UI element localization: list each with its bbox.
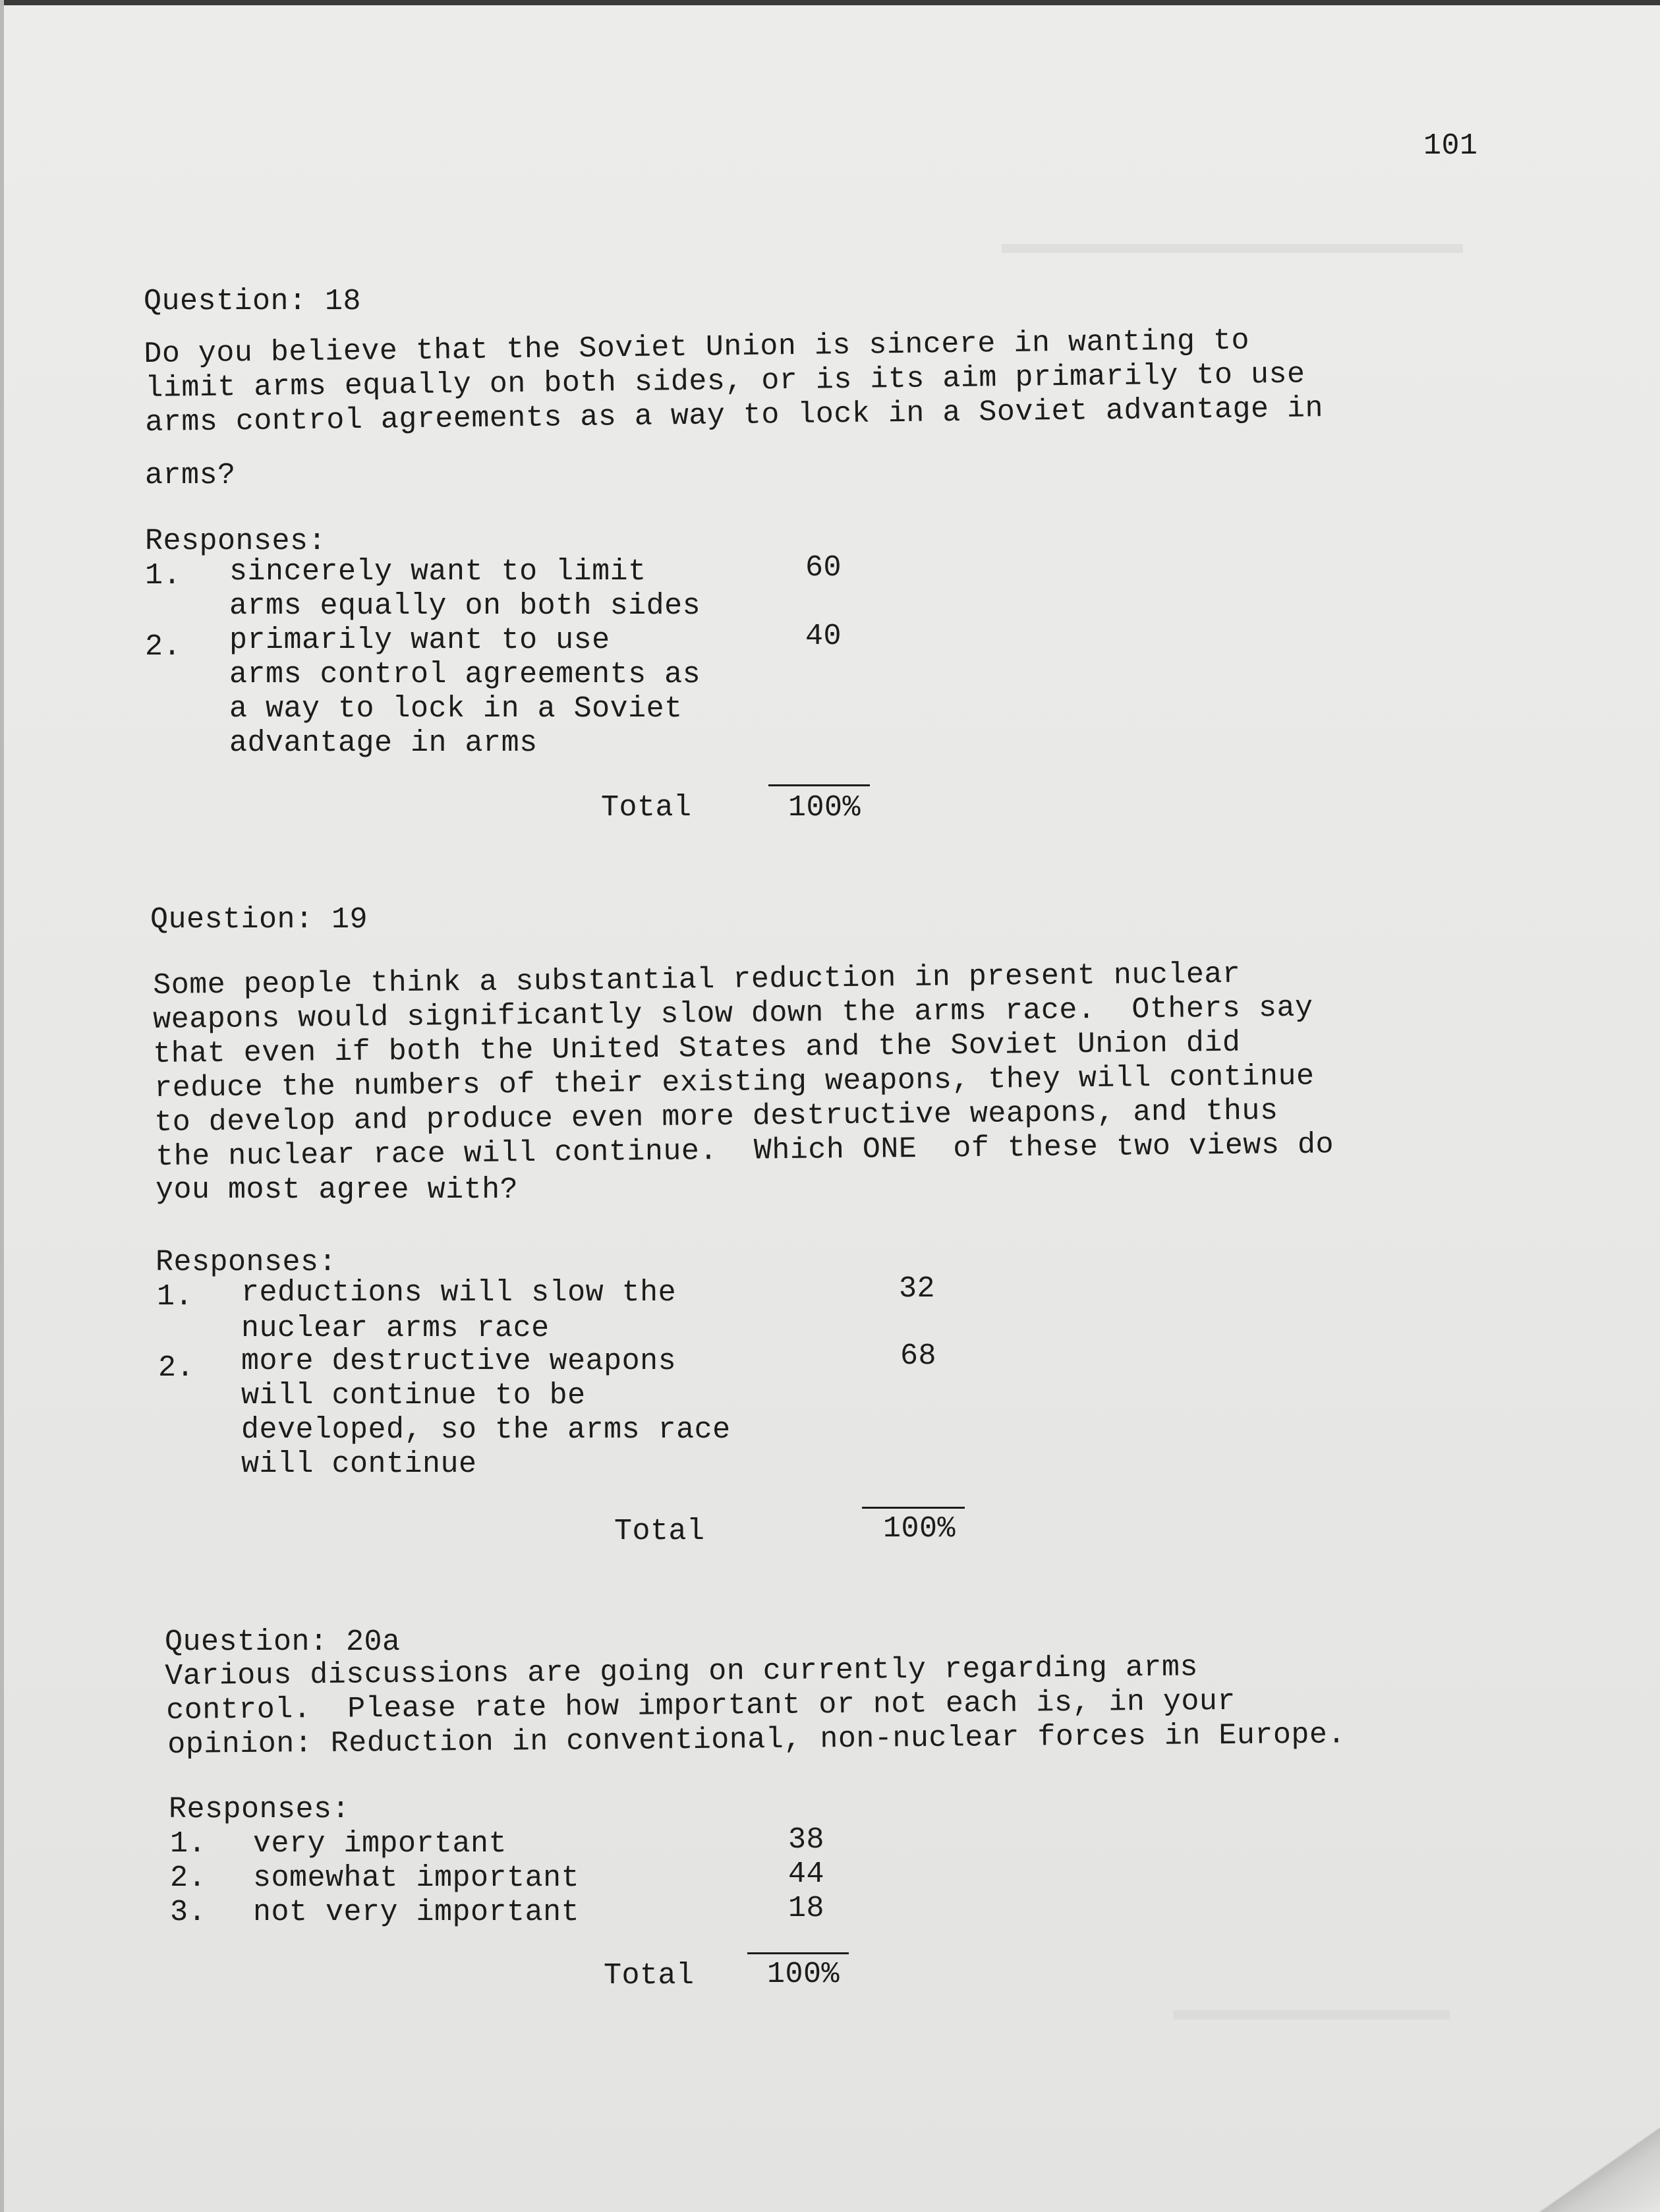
q18-response-text: primarily want to use	[229, 624, 610, 657]
q20a-response-value: 38	[788, 1823, 825, 1857]
q18-text-line: Do you believe that the Soviet Union is sincere in wanting to	[144, 324, 1250, 371]
q18-response-text: advantage in arms	[229, 726, 538, 760]
q19-text-line: you most agree with?	[156, 1173, 519, 1207]
q19-response-text: nuclear arms race	[241, 1312, 550, 1345]
page-number: 101	[1423, 129, 1478, 163]
show-through-mark	[1002, 244, 1463, 253]
show-through-mark	[1173, 2010, 1450, 2020]
q18-response-text: arms equally on both sides	[229, 589, 701, 623]
q19-total-rule	[862, 1507, 965, 1509]
q19-text-line: the nuclear race will continue. Which ONE of these two views do	[156, 1128, 1334, 1174]
q20a-response-num: 1.	[170, 1827, 207, 1861]
q20a-text-line: control. Please rate how important or not each is, in your	[166, 1684, 1236, 1728]
q19-text-line: that even if both the United States and the Soviet Union did	[153, 1026, 1241, 1071]
q19-responses-label: Responses:	[156, 1246, 337, 1279]
q18-response-value: 60	[805, 551, 842, 585]
q18-response-text: sincerely want to limit	[229, 555, 646, 589]
q19-response-text: more destructive weapons	[241, 1345, 677, 1378]
q20a-response-value: 44	[788, 1857, 825, 1891]
q20a-responses-label: Responses:	[169, 1793, 351, 1826]
q18-text-line: arms?	[145, 459, 236, 492]
q18-total-rule	[768, 784, 870, 786]
q20a-text-line: Various discussions are going on currently regarding arms	[165, 1650, 1199, 1693]
q19-text-line: to develop and produce even more destructive weapons, and thus	[154, 1094, 1278, 1140]
q20a-response-text: not very important	[253, 1896, 580, 1929]
q19-response-text: reductions will slow the	[241, 1276, 677, 1310]
q20a-response-num: 2.	[170, 1861, 207, 1895]
q20a-response-text: somewhat important	[253, 1861, 580, 1895]
q19-text-line: reduce the numbers of their existing weapons, they will continue	[154, 1059, 1315, 1105]
q18-response-value: 40	[805, 620, 842, 653]
q18-response-num: 2.	[145, 630, 182, 664]
q18-response-text: arms control agreements as	[229, 658, 701, 691]
q18-responses-label: Responses:	[145, 525, 327, 558]
q18-response-num: 1.	[145, 559, 182, 593]
q19-label: Question: 19	[150, 903, 368, 937]
q19-total-label: Total	[614, 1515, 705, 1548]
q20a-response-value: 18	[788, 1892, 825, 1925]
q19-total-value: 100%	[883, 1512, 956, 1546]
q19-response-text: developed, so the arms race	[241, 1413, 731, 1447]
q19-response-num: 1.	[157, 1280, 194, 1314]
page-corner-curl	[1515, 2100, 1660, 2212]
q18-response-text: a way to lock in a Soviet	[229, 692, 683, 726]
scan-edge-left	[0, 0, 4, 2212]
q19-text-line: Some people think a substantial reduction in present nuclear	[153, 957, 1241, 1003]
q19-response-value: 32	[899, 1272, 936, 1306]
q20a-total-rule	[747, 1952, 849, 1954]
q18-total-value: 100%	[788, 791, 861, 825]
q19-text-line: weapons would significantly slow down the arms race. Others say	[153, 991, 1313, 1037]
q19-response-text: will continue to be	[241, 1379, 586, 1412]
q18-label: Question: 18	[144, 285, 362, 318]
q19-response-value: 68	[900, 1339, 937, 1373]
q20a-response-num: 3.	[170, 1896, 207, 1929]
q18-text-line: arms control agreements as a way to lock in a Soviet advantage in	[145, 392, 1324, 440]
q18-total-label: Total	[601, 791, 692, 825]
q20a-total-label: Total	[604, 1959, 695, 1993]
q18-text-line: limit arms equally on both sides, or is its aim primarily to use	[145, 357, 1305, 405]
q20a-text-line: opinion: Reduction in conventional, non-nuclear forces in Europe.	[167, 1718, 1346, 1762]
scan-edge-top	[0, 0, 1660, 5]
q20a-total-value: 100%	[767, 1958, 840, 1991]
q20a-label: Question: 20a	[165, 1625, 401, 1659]
q19-response-num: 2.	[158, 1351, 195, 1385]
q19-response-text: will continue	[241, 1447, 477, 1481]
q20a-response-text: very important	[253, 1827, 507, 1861]
